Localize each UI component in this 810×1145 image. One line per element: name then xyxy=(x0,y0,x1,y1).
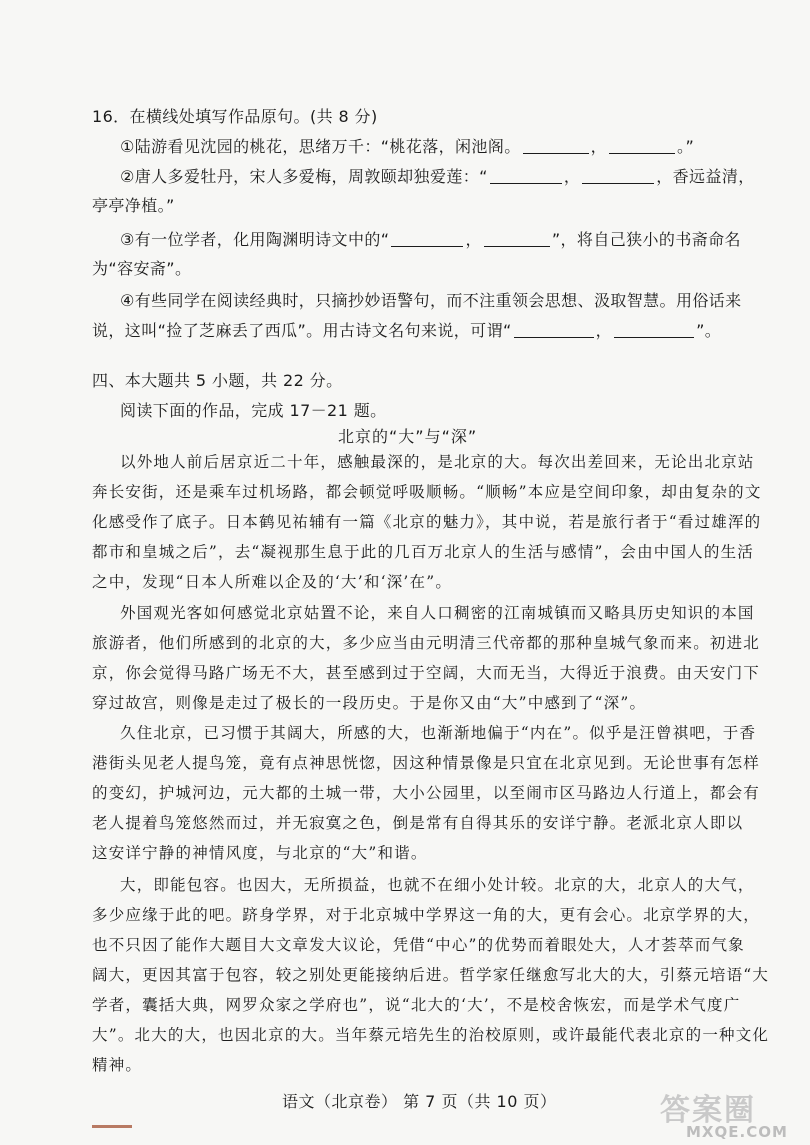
article-line: 都市和皇城之后”，去“凝视那生息于此的几百万北京人的生活与感情”，会由中国人的生活 xyxy=(92,543,754,561)
article-title: 北京的“大”与“深” xyxy=(338,427,478,446)
question-16-item-2-cont: 亭亭净植。” xyxy=(92,196,175,215)
answer-blank[interactable] xyxy=(609,139,675,154)
question-16-item-4-cont xyxy=(92,321,721,341)
answer-blank[interactable] xyxy=(490,169,562,184)
answer-blank[interactable] xyxy=(484,232,550,247)
watermark-text-bottom: MXQE.COM xyxy=(686,1123,788,1141)
article-line: 港街头见老人提鸟笼，竟有点神思恍惚，因这种情景像是只宜在北京见到。无论世事有怎样 xyxy=(92,754,761,772)
article-line: 学者，囊括大典，网罗众家之学府也”，说“北大的‘大’，不是校舍恢宏，而是学术气度广 xyxy=(92,996,741,1014)
article-line: 精神。 xyxy=(92,1056,143,1074)
article-line: 之中，发现“日本人所难以企及的‘大’和‘深’在”。 xyxy=(92,573,453,591)
article-line: 化感受作了底子。日本鹤见祐辅有一篇《北京的魅力》，其中说，若是旅行者于“看过雄浑的 xyxy=(92,513,762,531)
article-line: 大”。北大的大，也因北京的大。当年蔡元培先生的治校原则，或许最能代表北京的一种文化 xyxy=(92,1026,770,1044)
article-line: 多少应缘于此的吧。跻身学界，对于北京城中学界这一角的大，更有会心。北京学界的大， xyxy=(92,906,761,924)
answer-blank[interactable] xyxy=(523,139,589,154)
article-line: 也不只因了能作大题目大文章发大议论，凭借“中心”的优势而着眼处大，人才荟萃而气象 xyxy=(92,936,745,954)
comma: ， xyxy=(465,230,482,249)
item-2-text-a: ②唐人多爱牡丹，宋人多爱梅，周敦颐却独爱莲：“ xyxy=(120,167,488,186)
answer-blank[interactable] xyxy=(614,323,694,338)
question-16-item-1 xyxy=(120,137,694,157)
article-line: 老人提着鸟笼悠然而过，并无寂寞之色，倒是常有自得其乐的安详宁静。老派北京人即以 xyxy=(92,814,744,832)
article-line: 大，即能包容。也因大，无所损益，也就不在细小处计较。北京的大，北京人的大气， xyxy=(120,876,755,894)
article-line: 外国观光客如何感觉北京姑置不论，来自人口稠密的江南城镇而又略具历史知识的本国 xyxy=(120,604,755,622)
section-4-instruction: 阅读下面的作品，完成 17－21 题。 xyxy=(120,401,387,420)
question-16-item-4: ④有些同学在阅读经典时，只摘抄妙语警句，而不注重领会思想、汲取智慧。用俗话来 xyxy=(120,291,742,310)
answer-blank[interactable] xyxy=(514,323,594,338)
question-16-item-3 xyxy=(120,230,741,250)
page-footer: 语文（北京卷） 第 7 页（共 10 页） xyxy=(282,1092,557,1111)
item-2-text-b: ，香远益清， xyxy=(656,167,755,186)
item-1-end: 。” xyxy=(677,137,695,156)
article-line: 京，你会觉得马路广场无不大，甚至感到过于空阔，大而无当，大得近于浪费。由天安门下 xyxy=(92,664,761,682)
question-16-item-3-cont: 为“容安斋”。 xyxy=(92,259,192,278)
comma: ， xyxy=(590,137,608,156)
item-3-text-a: ③有一位学者，化用陶渊明诗文中的“ xyxy=(120,230,390,249)
article-line: 奔长安街，还是乘车过机场路，都会顿觉呼吸顺畅。“顺畅”本应是空间印象，却由复杂的文 xyxy=(92,483,762,501)
question-16-heading: 16．在横线处填写作品原句。(共 8 分) xyxy=(92,107,378,126)
watermark-text-top: 答案圈 xyxy=(660,1093,756,1128)
decorative-bar xyxy=(92,1125,132,1128)
article-line: 阔大，更因其富于包容，较之别处更能接纳后进。哲学家任继愈写北大的大，引蔡元培语“大 xyxy=(92,966,770,984)
article-line: 穿过故宫，则像是走过了极长的一段历史。于是你又由“大”中感到了“深”。 xyxy=(92,694,647,712)
item-4-text-a: 说，这叫“捡了芝麻丢了西瓜”。用古诗文名句来说，可谓“ xyxy=(92,321,512,340)
article-line: 旅游者，他们所感到的北京的大，多少应当由元明清三代帝都的那种皇城气象而来。初进北 xyxy=(92,634,761,652)
answer-blank[interactable] xyxy=(582,169,654,184)
comma: ， xyxy=(595,321,613,340)
section-4-heading: 四、本大题共 5 小题，共 22 分。 xyxy=(92,371,343,390)
watermark-logo xyxy=(660,1085,800,1143)
article-line: 的变幻，护城河边，元大都的土城一带，大小公园里，以至闹市区马路边人行道上，都会有 xyxy=(92,784,761,802)
question-16-item-2 xyxy=(120,167,755,187)
item-3-text-b: ”，将自己狭小的书斋命名 xyxy=(551,230,741,249)
article-line: 这安详宁静的神情风度，与北京的“大”和谐。 xyxy=(92,844,428,862)
item-4-end: ”。 xyxy=(696,321,722,340)
article-line: 以外地人前后居京近二十年，感触最深的，是北京的大。每次出差回来，无论出北京站 xyxy=(120,453,755,471)
answer-blank[interactable] xyxy=(391,232,463,247)
comma: ， xyxy=(563,167,581,186)
article-line: 久住北京，已习惯于其阔大，所感的大，也渐渐地偏于“内在”。似乎是汪曾祺吧，于香 xyxy=(120,724,757,742)
item-1-text: ①陆游看见沈园的桃花，思绪万千：“桃花落，闲池阁。 xyxy=(120,137,521,156)
